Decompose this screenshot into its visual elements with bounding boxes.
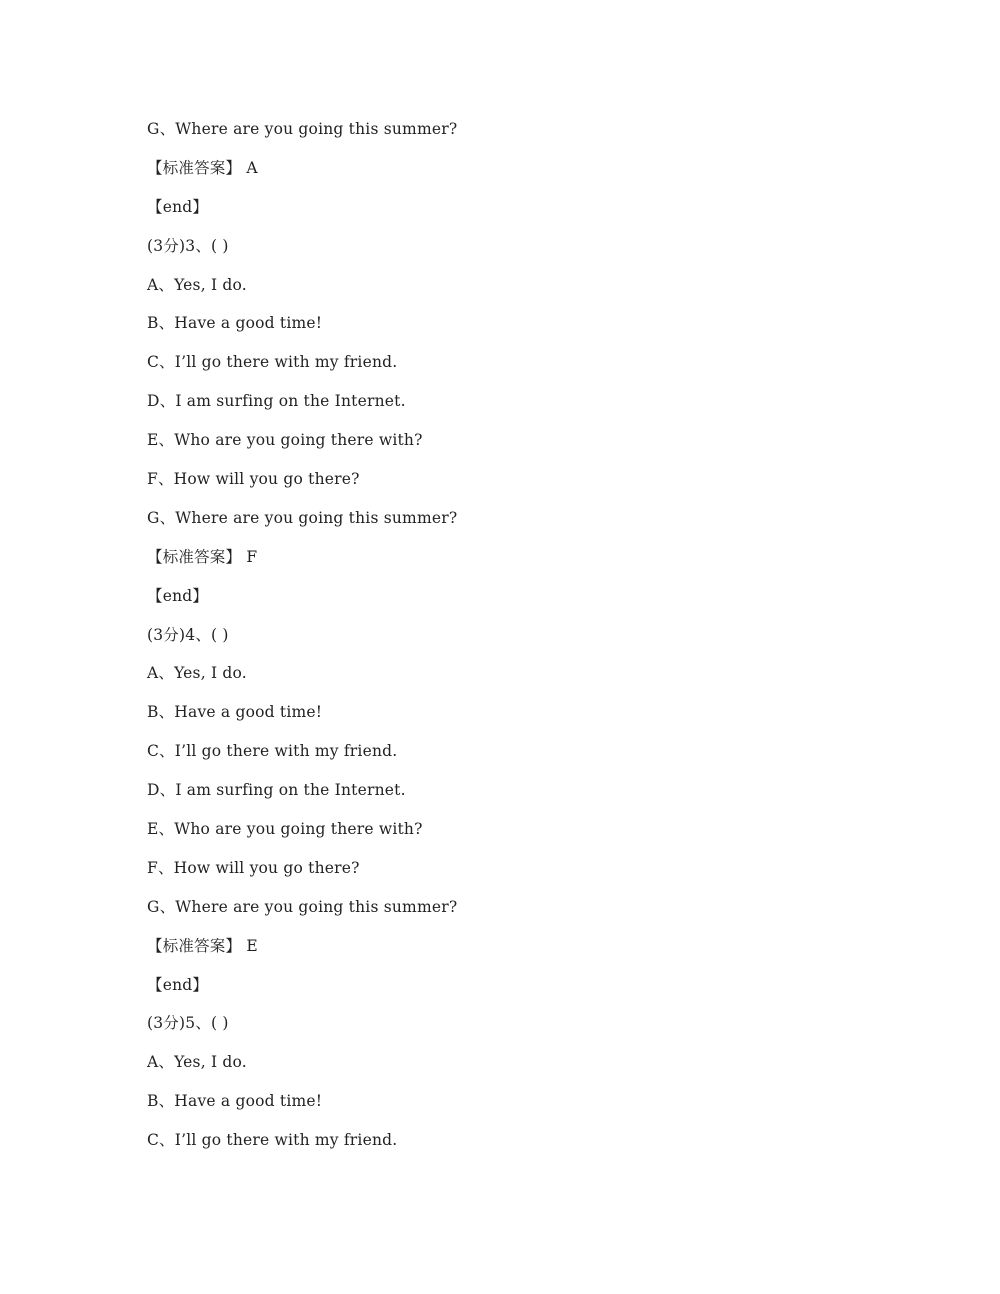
option-b-line: B、Have a good time! <box>147 1092 323 1111</box>
option-c-line: C、I’ll go there with my friend. <box>147 353 398 372</box>
option-c-line: C、I’ll go there with my friend. <box>147 1131 398 1150</box>
end-marker-line: 【end】 <box>147 197 209 216</box>
option-a-line: A、Yes, I do. <box>147 275 247 294</box>
option-e-line: E、Who are you going there with? <box>147 431 423 450</box>
option-g-line: G、Where are you going this summer? <box>147 897 458 916</box>
question-text-block <box>147 114 947 1164</box>
option-d-line: D、I am surfing on the Internet. <box>147 781 406 800</box>
standard-answer-line: 【标准答案】 F <box>147 547 258 566</box>
question-4-line: (3分)4、( ) <box>147 625 229 644</box>
option-c-line: C、I’ll go there with my friend. <box>147 742 398 761</box>
option-b-line: B、Have a good time! <box>147 314 323 333</box>
standard-answer-line: 【标准答案】 A <box>147 158 258 177</box>
option-g-line: G、Where are you going this summer? <box>147 120 458 138</box>
end-marker-line: 【end】 <box>147 586 209 605</box>
option-g-line: G、Where are you going this summer? <box>147 508 458 527</box>
option-a-line: A、Yes, I do. <box>147 1053 247 1072</box>
question-5-line: (3分)5、( ) <box>147 1014 229 1033</box>
option-e-line: E、Who are you going there with? <box>147 820 423 839</box>
option-a-line: A、Yes, I do. <box>147 664 247 683</box>
option-f-line: F、How will you go there? <box>147 858 360 877</box>
option-b-line: B、Have a good time! <box>147 703 323 722</box>
standard-answer-line: 【标准答案】 E <box>147 936 258 955</box>
option-d-line: D、I am surfing on the Internet. <box>147 392 406 411</box>
end-marker-line: 【end】 <box>147 975 209 994</box>
question-3-line: (3分)3、( ) <box>147 236 229 255</box>
option-f-line: F、How will you go there? <box>147 470 360 489</box>
